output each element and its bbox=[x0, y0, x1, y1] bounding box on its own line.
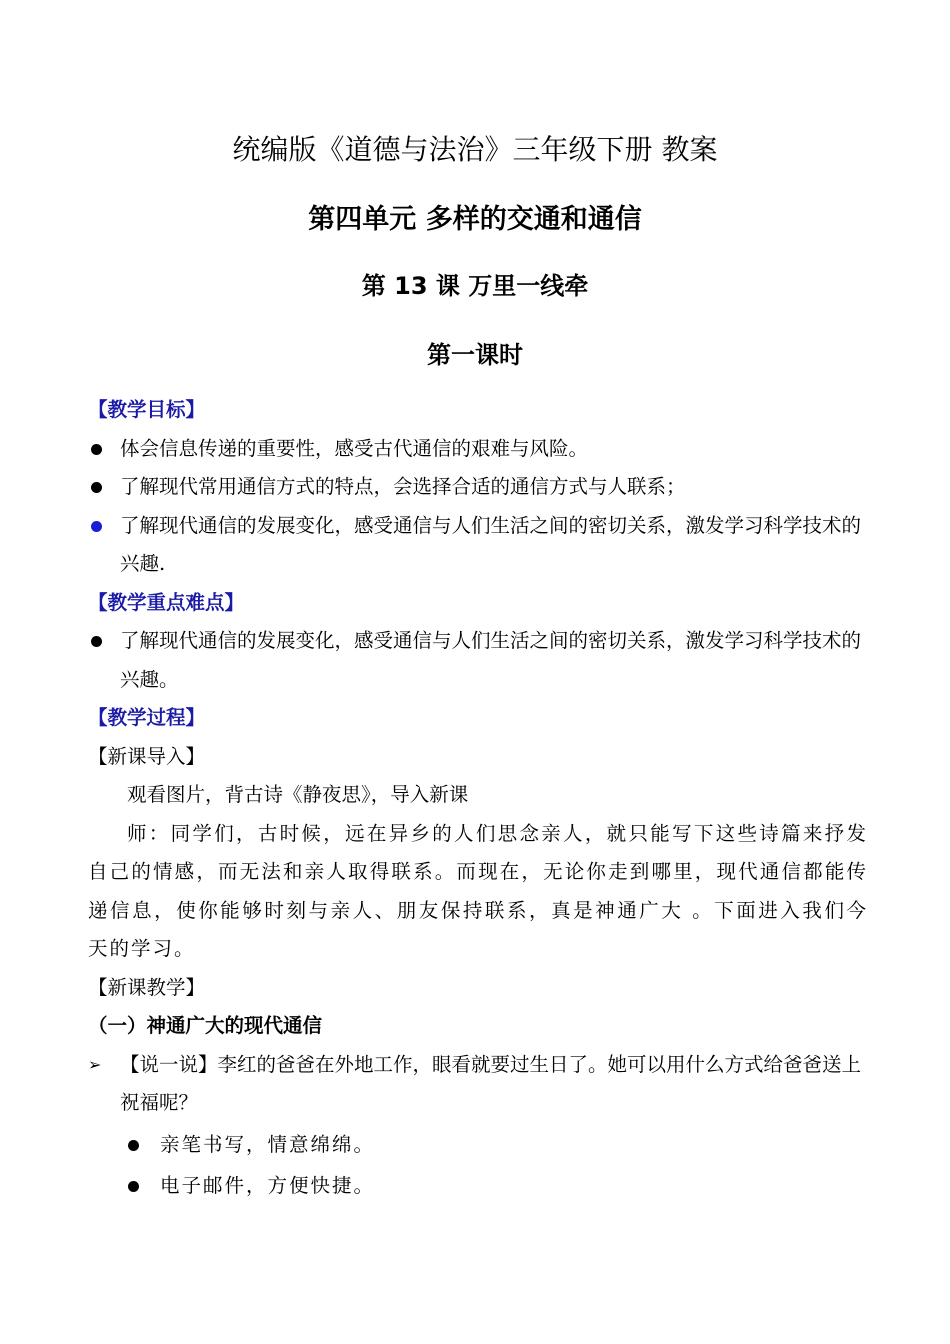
goal-text: 了解现代常用通信方式的特点，会选择合适的通信方式与人联系； bbox=[120, 475, 686, 498]
say-text: 【说一说】李红的爸爸在外地工作，眼看就要过生日了。她可以用什么方式给爸爸送上祝福呢？ bbox=[120, 1052, 862, 1114]
bullet-icon bbox=[91, 482, 102, 493]
bullet-icon bbox=[128, 1140, 139, 1151]
bullet-icon bbox=[91, 521, 102, 532]
goals-heading: 【教学目标】 bbox=[88, 398, 206, 421]
key-points-heading: 【教学重点难点】 bbox=[88, 590, 245, 614]
bullet-icon bbox=[91, 636, 102, 647]
goal-item bbox=[88, 507, 868, 584]
bullet-icon bbox=[91, 444, 102, 455]
intro-heading: 【新课导入】 bbox=[88, 744, 206, 768]
arrow-bullet-icon: ➢ bbox=[88, 1054, 102, 1074]
document-title: 统编版《道德与法治》三年级下册 教案 bbox=[232, 133, 718, 166]
teaching-heading: 【新课教学】 bbox=[88, 975, 206, 999]
unit-title: 第四单元 多样的交通和通信 bbox=[308, 204, 642, 235]
key-point-text: 了解现代通信的发展变化，感受通信与人们生活之间的密切关系，激发学习科学技术的兴趣。 bbox=[120, 629, 862, 691]
goal-item bbox=[88, 430, 868, 469]
bullet-icon bbox=[128, 1181, 139, 1192]
goal-text: 体会信息传递的重要性，感受古代通信的艰难与风险。 bbox=[120, 436, 589, 460]
say-item bbox=[88, 1046, 868, 1123]
option-text: 电子邮件，方便快捷。 bbox=[160, 1174, 376, 1197]
intro-line: 观看图片，背古诗《静夜思》，导入新课 bbox=[127, 783, 469, 806]
key-point-item bbox=[88, 622, 868, 699]
lesson-content bbox=[88, 391, 868, 1206]
section-heading: （一）神通广大的现代通信 bbox=[88, 1014, 323, 1037]
period-title: 第一课时 bbox=[427, 341, 523, 369]
goal-item bbox=[88, 468, 868, 507]
teacher-paragraph: 师：同学们，古时候，远在异乡的人们思念亲人，就只能写下这些诗篇来抒发自己的情感，而无法和亲人取得联系。而现在，无论你走到哪里，现代通信都能传递信息，使你能够时刻与亲人、朋友保持联系，真是神通广大 。下面进入我们今天的学习。 bbox=[88, 821, 868, 960]
process-heading: 【教学过程】 bbox=[88, 706, 206, 729]
option-item bbox=[88, 1126, 868, 1165]
lesson-title: 第 13 课 万里一线牵 bbox=[361, 272, 589, 300]
goal-text: 了解现代通信的发展变化，感受通信与人们生活之间的密切关系，激发学习科学技术的兴趣. bbox=[120, 513, 862, 575]
option-item bbox=[88, 1167, 868, 1206]
option-text: 亲笔书写，情意绵绵。 bbox=[160, 1132, 376, 1156]
